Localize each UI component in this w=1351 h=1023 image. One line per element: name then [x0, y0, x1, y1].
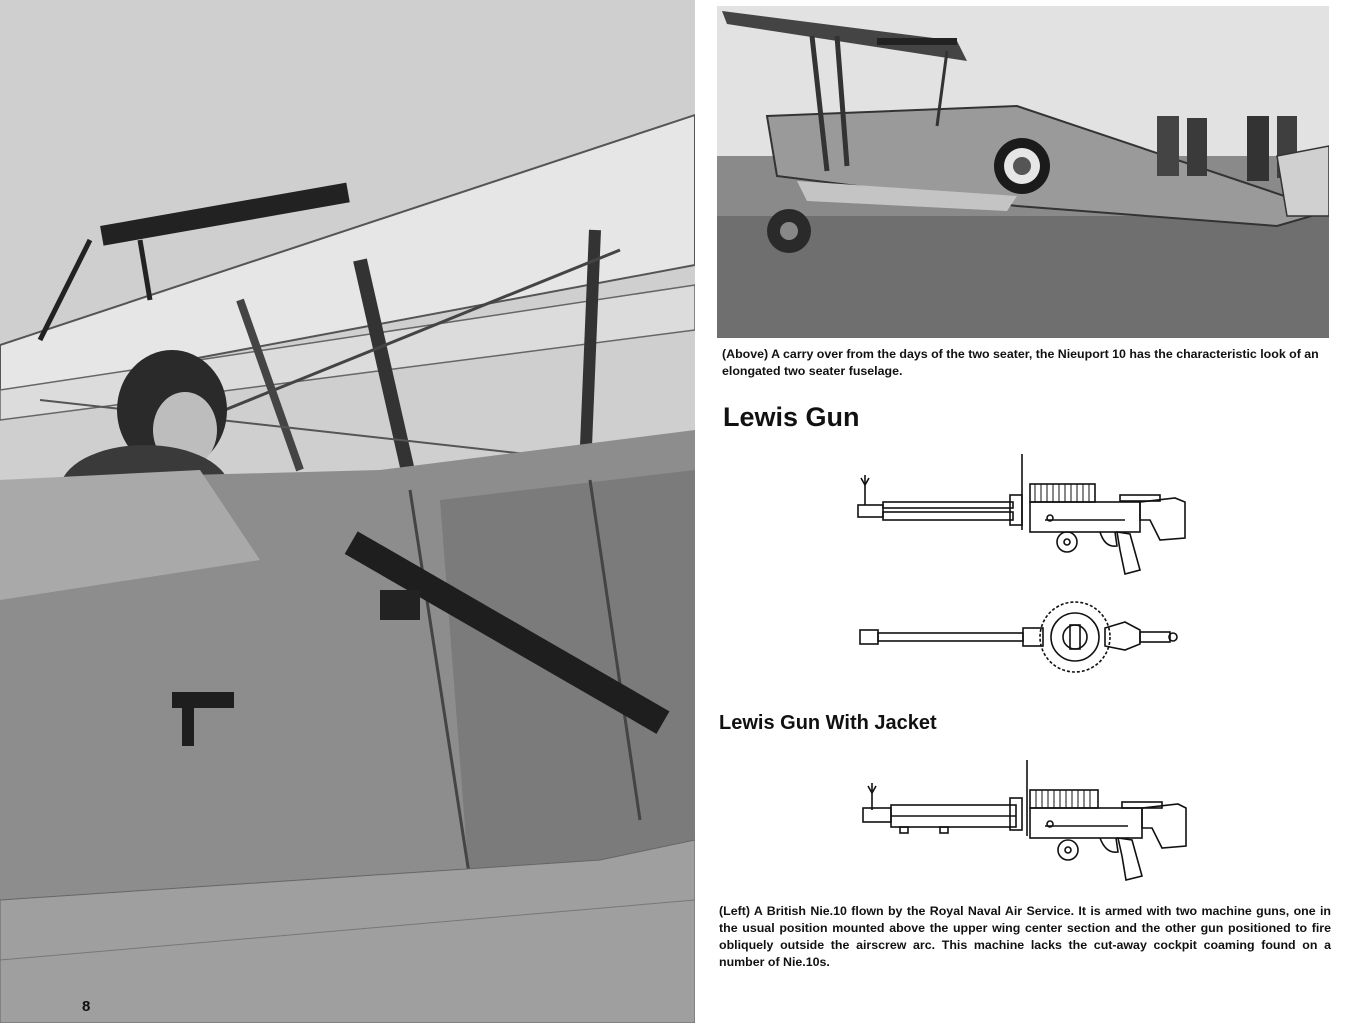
lewis-gun-side-drawing: [855, 450, 1195, 580]
heading-lewis-gun-with-jacket: Lewis Gun With Jacket: [719, 712, 937, 734]
photo-nieuport-side-image: [717, 6, 1329, 338]
caption-above-photo: (Above) A carry over from the days of the two seater, the Nieuport 10 has the characteristic look of an elongated two seater fuselage.: [722, 347, 1319, 378]
caption-left-photo: (Left) A British Nie.10 flown by the Royal Naval Air Service. It is armed with two machine guns, one in the usual position mounted above the upper wing center section and the other gun positioned to fire obliquely outside the airscrew arc. This machine lacks the cut-away cockpit coaming found on a number of Nie.10s.: [719, 904, 1331, 969]
page-number: 8: [82, 998, 91, 1015]
lewis-gun-jacket-side-drawing: [860, 758, 1195, 888]
photo-nieuport-side: [717, 6, 1329, 338]
lewis-gun-top-drawing: [855, 600, 1185, 675]
heading-lewis-gun: Lewis Gun: [723, 402, 860, 432]
